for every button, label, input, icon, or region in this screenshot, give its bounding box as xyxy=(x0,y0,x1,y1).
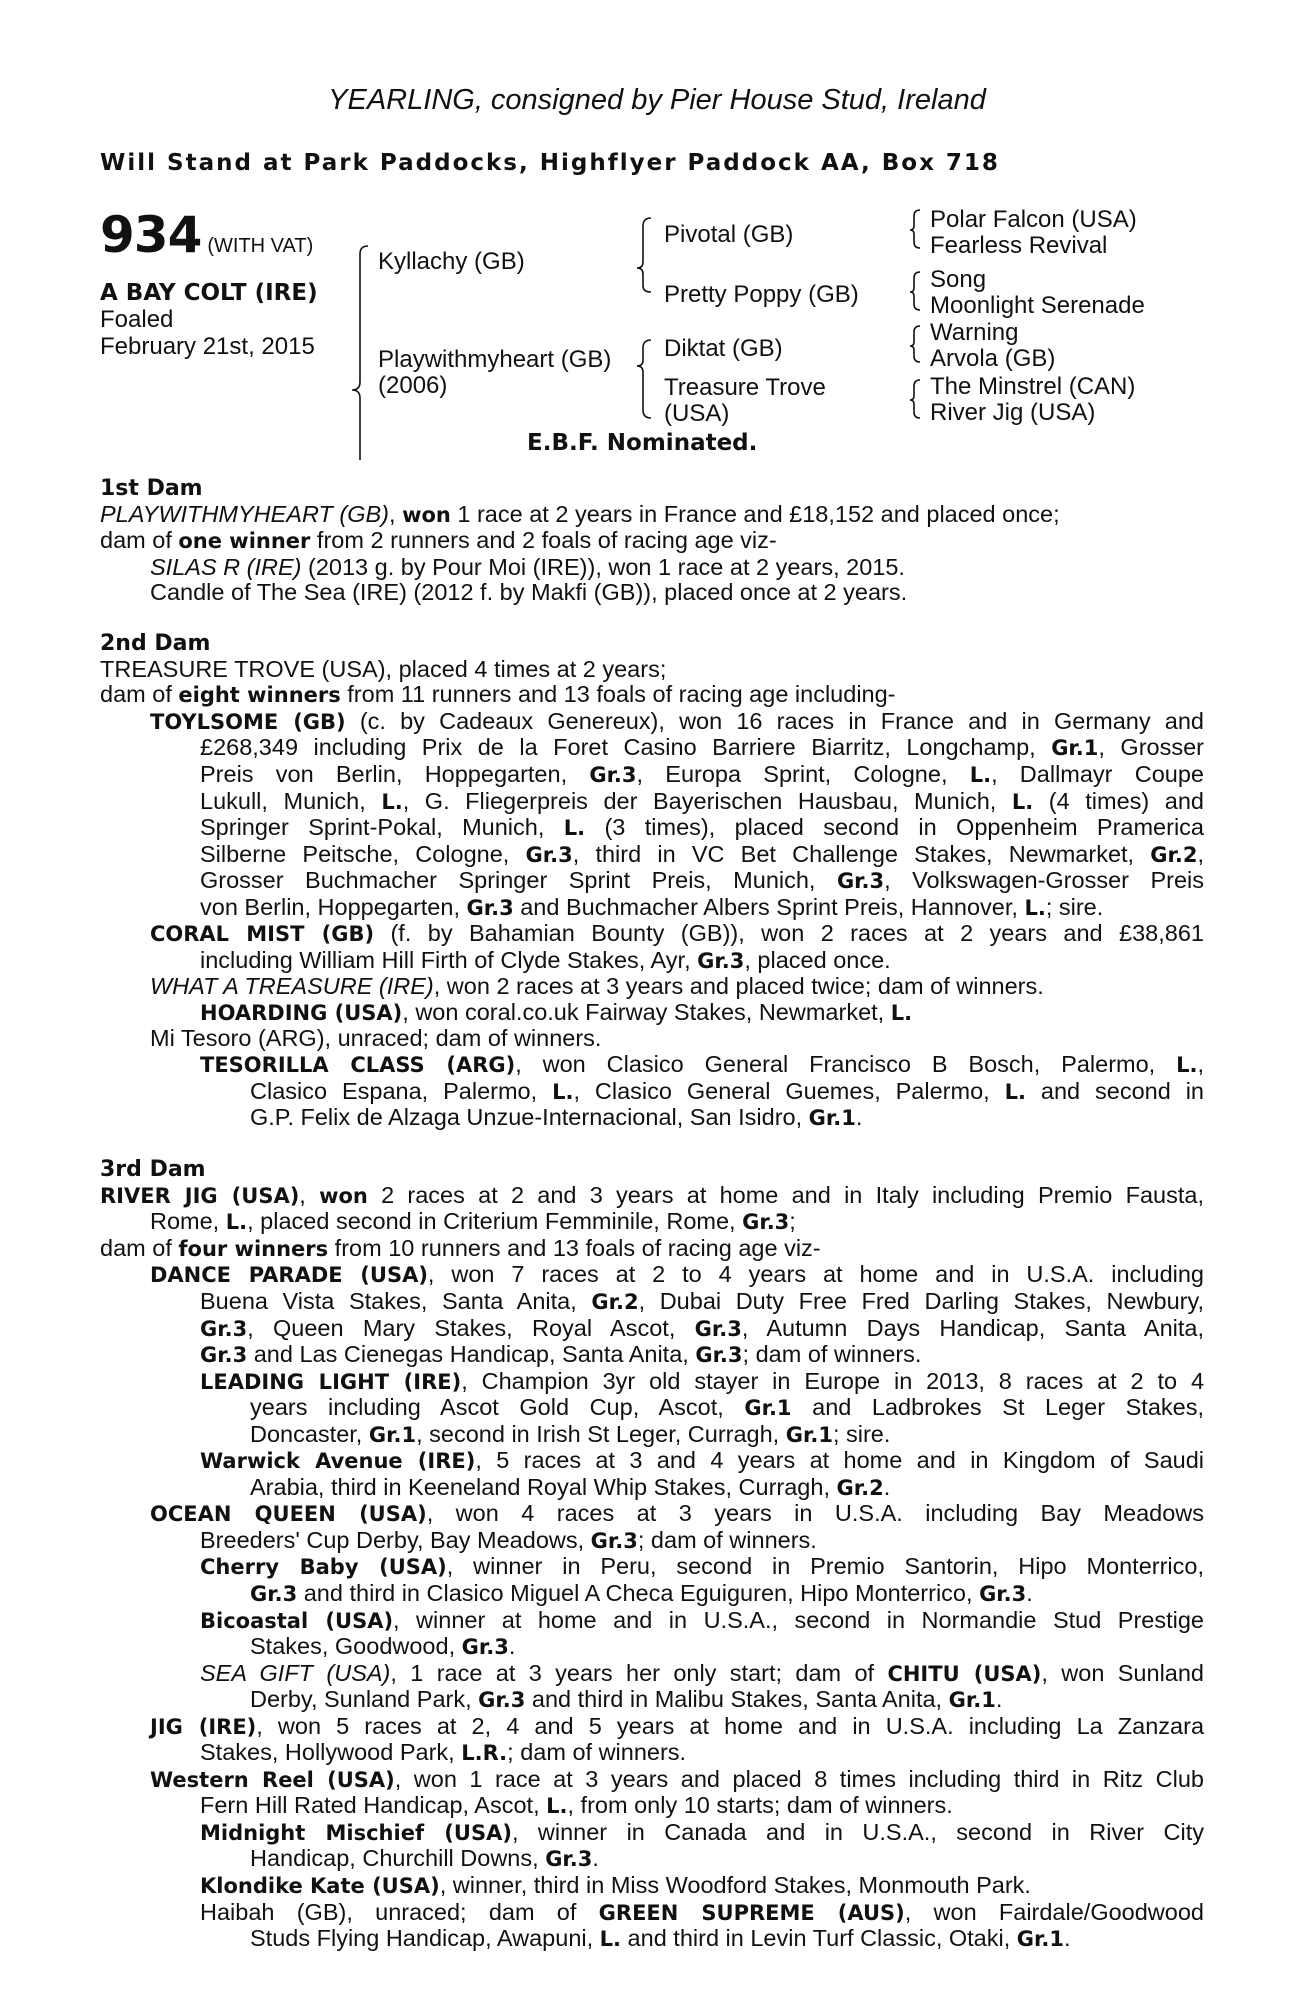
bracket-g1 xyxy=(910,210,920,248)
produce-candle-of-the-sea: Candle of The Sea (IRE) (2012 f. by Makfi (GB)), placed once at 2 years. xyxy=(150,579,908,606)
bracket-g2 xyxy=(910,272,920,310)
produce-midnight-mischief: Midnight Mischief (USA), winner in Canada and in U.S.A., second in River City xyxy=(200,1818,1204,1845)
produce-sea-gift: SEA GIFT (USA), 1 race at 3 years her only start; dam of CHITU (USA), won Sunland xyxy=(200,1659,1204,1686)
horse-description: A BAY COLT (IRE) xyxy=(100,280,318,306)
second-dam-heading: 2nd Dam xyxy=(100,631,211,657)
produce-warwick-avenue: Warwick Avenue (IRE), 5 races at 3 and 4 years at home and in Kingdom of Saudi xyxy=(200,1447,1205,1474)
foaled-date: February 21st, 2015 xyxy=(100,333,315,360)
sire: Kyllachy (GB) xyxy=(378,248,525,275)
sire-dam: Pretty Poppy (GB) xyxy=(664,281,859,308)
lot-number: 934 xyxy=(100,206,202,264)
produce-toylsome: TOYLSOME (GB) (c. by Cadeaux Genereux), won 16 races in France and in Germany and xyxy=(150,707,1204,734)
third-dam-produce-summary: dam of four winners from 10 runners and 13 foals of racing age viz- xyxy=(100,1234,821,1261)
produce-leading-light: LEADING LIGHT (IRE), Champion 3yr old stayer in Europe in 2013, 8 races at 2 to 4 xyxy=(200,1367,1205,1394)
dam-dam: Treasure Trove xyxy=(664,374,826,401)
great-grandparent-2: Fearless Revival xyxy=(930,232,1108,259)
produce-record: 1st Dam PLAYWITHMYHEART (GB), won 1 race at 2 years in France and £18,152 and placed once; dam of one winner from 2 runners and 2 foals of racing age viz- SILAS R (IRE) (2013 g. by Pour Moi (IRE)), won 1 race at 2 years, 2015. Candle of The Sea (IRE) (2012 f. by Makfi (GB)), placed once at 2 years. 2nd Dam TREASURE TROVE (USA), placed 4 times at 2 years; dam of eight winners from 11 runners and 13 foals of racing age including- TOYLSOME (GB) (c. by Cadeaux Genereux), won 16 races in France and in Germany and £268,349 including Prix de la Foret Casino Barriere Biarritz, Longchamp, Gr.1, Grosser Preis von Berlin, Hoppegarten, Gr.3, Europa Sprint, Cologne, L., Dallmayr Coupe Lukull, Munich, L., G. Fliegerpreis der Bayerischen Hausbau, Munich, L. (4 times) and Springer Sprint-Pokal, Munich, L. (3 times), placed second in Oppenheim Pramerica Silberne Peitsche, Cologne, Gr.3, third in VC Bet Challenge Stakes, Newmarket, Gr.2, Grosser Buchmacher Springer Sprint Preis, Munich, Gr.3, Volkswagen-Grosser Preis von Berlin, Hoppegarten, Gr.3 and Buchmacher Albers Sprint Preis, Hannover, L.; sire. CORAL MIST (GB) (f. by Bahamian Bounty (GB)), won 2 races at 2 years and £38,861 including William Hill Firth of Clyde Stakes, Ayr, Gr.3, placed once. WHAT A TREASURE (IRE), won 2 races at 3 years and placed twice; dam of winners. HOARDING (USA), won coral.co.uk Fairway Stakes, Newmarket, L. Mi Tesoro (ARG), unraced; dam of winners. TESORILLA CLASS (ARG), won Clasico General Francisco B Bosch, Palermo, L., Clasico Espana, Palermo, L., Clasico General Guemes, Palermo, L. and second in G.P. Felix de Alzaga Unzue-Internacional, San Isidro, Gr.1. 3rd Dam RIVER JIG (USA), won 2 races at 2 and 3 years at home and in Italy including Premio Fausta, Rome, L., placed second in Criterium Femminile, Rome, Gr.3; dam of four winners from 10 runners and 13 foals of racing age viz- DANCE PARADE (USA), won 7 races at 2 to 4 years at home and in U.S.A. including Buena Vista Stakes, Santa Anita, Gr.2, Dubai Duty Free Fred Darling Stakes, Newbury, Gr.3, Queen Mary Stakes, Royal Ascot, Gr.3, Autumn Days Handicap, Santa Anita, Gr.3 and Las Cienegas Handicap, Santa Anita, Gr.3; dam of winners. LEADING LIGHT (IRE), Champion 3yr old stayer in Europe in 2013, 8 races at 2 to 4 years including Ascot Gold Cup, Ascot, Gr.1 and Ladbrokes St Leger Stakes, Doncaster, Gr.1, second in Irish St Leger, Curragh, Gr.1; sire. Warwick Avenue (IRE), 5 races at 3 and 4 years at home and in Kingdom of Saudi Arabia, third in Keeneland Royal Whip Stakes, Curragh, Gr.2. OCEAN QUEEN (USA), won 4 races at 3 years in U.S.A. including Bay Meadows Breeders' Cup Derby, Bay Meadows, Gr.3; dam of winners. Cherry Baby (USA), winner in Peru, second in Premio Santorin, Hipo Monterrico, Gr.3 and third in Clasico Miguel A Checa Eguiguren, Hipo Monterrico, Gr.3. Bicoastal (USA), winner at home and in U.S.A., second in Normandie Stud Prestige Stakes, Goodwood, Gr.3. SEA GIFT (USA), 1 race at 3 years her only start; dam of CHITU (USA), won Sunland Derby, Sunland Park, Gr.3 and third in Malibu Stakes, Santa Anita, Gr.1. JIG (IRE), won 5 races at 2, 4 and 5 years at home and in U.S.A. including La Zanzara Stakes, Hollywood Park, L.R.; dam of winners. Western Reel (USA), won 1 race at 3 years and placed 8 times including third in Ritz Club Fern Hill Rated Handicap, Ascot, L., from only 10 starts; dam of winners. Midnight Mischief (USA), winner in Canada and in U.S.A., second in River City Handicap, Churchill Downs, Gr.3. Klondike Kate (USA), winner, third in Miss Woodford Stakes, Monmouth Park. Haibah (GB), unraced; dam of GREEN SUPREME (AUS), won Fairdale/Goodwood Studs Flying Handicap, Awapuni, L. and third in Levin Turf Classic, Otaki, Gr.1. xyxy=(100,476,1205,1952)
produce-mi-tesoro: Mi Tesoro (ARG), unraced; dam of winners. xyxy=(150,1025,602,1052)
foaled-label: Foaled xyxy=(100,306,174,333)
first-dam-heading: 1st Dam xyxy=(100,476,203,501)
vat-note: (WITH VAT) xyxy=(207,235,314,257)
bracket-dam xyxy=(637,340,651,418)
great-grandparent-6: Arvola (GB) xyxy=(930,345,1056,372)
sire-sire: Pivotal (GB) xyxy=(664,221,794,248)
great-grandparent-1: Polar Falcon (USA) xyxy=(930,206,1137,233)
great-grandparent-7: The Minstrel (CAN) xyxy=(930,373,1136,400)
consignment-line: YEARLING, consigned by Pier House Stud, Ireland xyxy=(328,84,986,116)
ebf-nomination: E.B.F. Nominated. xyxy=(527,430,758,456)
produce-klondike-kate: Klondike Kate (USA), winner, third in Miss Woodford Stakes, Monmouth Park. xyxy=(200,1871,1031,1898)
produce-ocean-queen: OCEAN QUEEN (USA), won 4 races at 3 years in U.S.A. including Bay Meadows xyxy=(150,1500,1204,1527)
second-dam-line: TREASURE TROVE (USA), placed 4 times at 2 years; xyxy=(100,655,667,682)
produce-silas-r: SILAS R (IRE) (2013 g. by Pour Moi (IRE)), won 1 race at 2 years, 2015. xyxy=(150,553,905,580)
bracket-g4 xyxy=(910,380,920,418)
produce-coral-mist: CORAL MIST (GB) (f. by Bahamian Bounty (GB)), won 2 races at 2 years and £38,861 xyxy=(150,920,1204,947)
produce-dance-parade: DANCE PARADE (USA), won 7 races at 2 to 4 years at home and in U.S.A. including xyxy=(150,1261,1204,1288)
great-grandparent-8: River Jig (USA) xyxy=(930,399,1096,426)
dam-sire: Diktat (GB) xyxy=(664,335,783,362)
great-grandparent-3: Song xyxy=(930,266,987,293)
produce-hoarding: HOARDING (USA), won coral.co.uk Fairway Stakes, Newmarket, L. xyxy=(200,998,913,1025)
first-dam-produce-summary: dam of one winner from 2 runners and 2 foals of racing age viz- xyxy=(100,527,777,554)
dam: Playwithmyheart (GB) xyxy=(378,346,612,373)
third-dam-heading: 3rd Dam xyxy=(100,1157,206,1183)
produce-cherry-baby: Cherry Baby (USA), winner in Peru, second in Premio Santorin, Hipo Monterrico, xyxy=(200,1553,1204,1580)
produce-jig: JIG (IRE), won 5 races at 2, 4 and 5 years at home and in U.S.A. including La Zanzara xyxy=(150,1712,1205,1739)
third-dam-line: RIVER JIG (USA), won 2 races at 2 and 3 years at home and in Italy including Premio Fausta, xyxy=(100,1181,1204,1208)
produce-haibah: Haibah (GB), unraced; dam of GREEN SUPREME (AUS), won Fairdale/Goodwood xyxy=(200,1898,1204,1925)
great-grandparent-5: Warning xyxy=(930,319,1019,346)
produce-what-a-treasure: WHAT A TREASURE (IRE), won 2 races at 3 years and placed twice; dam of winners. xyxy=(150,973,1044,1000)
produce-western-reel: Western Reel (USA), won 1 race at 3 years and placed 8 times including third in Ritz Club xyxy=(150,1765,1204,1792)
first-dam-line: PLAYWITHMYHEART (GB), won 1 race at 2 years in France and £18,152 and placed once; xyxy=(100,500,1060,527)
bracket-main xyxy=(352,246,368,460)
produce-bicoastal: Bicoastal (USA), winner at home and in U.S.A., second in Normandie Stud Prestige xyxy=(200,1606,1204,1633)
second-dam-produce-summary: dam of eight winners from 11 runners and 13 foals of racing age including- xyxy=(100,681,896,708)
dam-foaled-year: (2006) xyxy=(378,372,448,399)
bracket-sire xyxy=(637,218,651,292)
produce-tesorilla-class: TESORILLA CLASS (ARG), won Clasico General Francisco B Bosch, Palermo, L., xyxy=(200,1051,1204,1078)
dam-dam-country: (USA) xyxy=(664,400,730,427)
great-grandparent-4: Moonlight Serenade xyxy=(930,292,1145,319)
bracket-g3 xyxy=(910,326,920,362)
stand-location: Will Stand at Park Paddocks, Highflyer Paddock AA, Box 718 xyxy=(100,150,1000,176)
